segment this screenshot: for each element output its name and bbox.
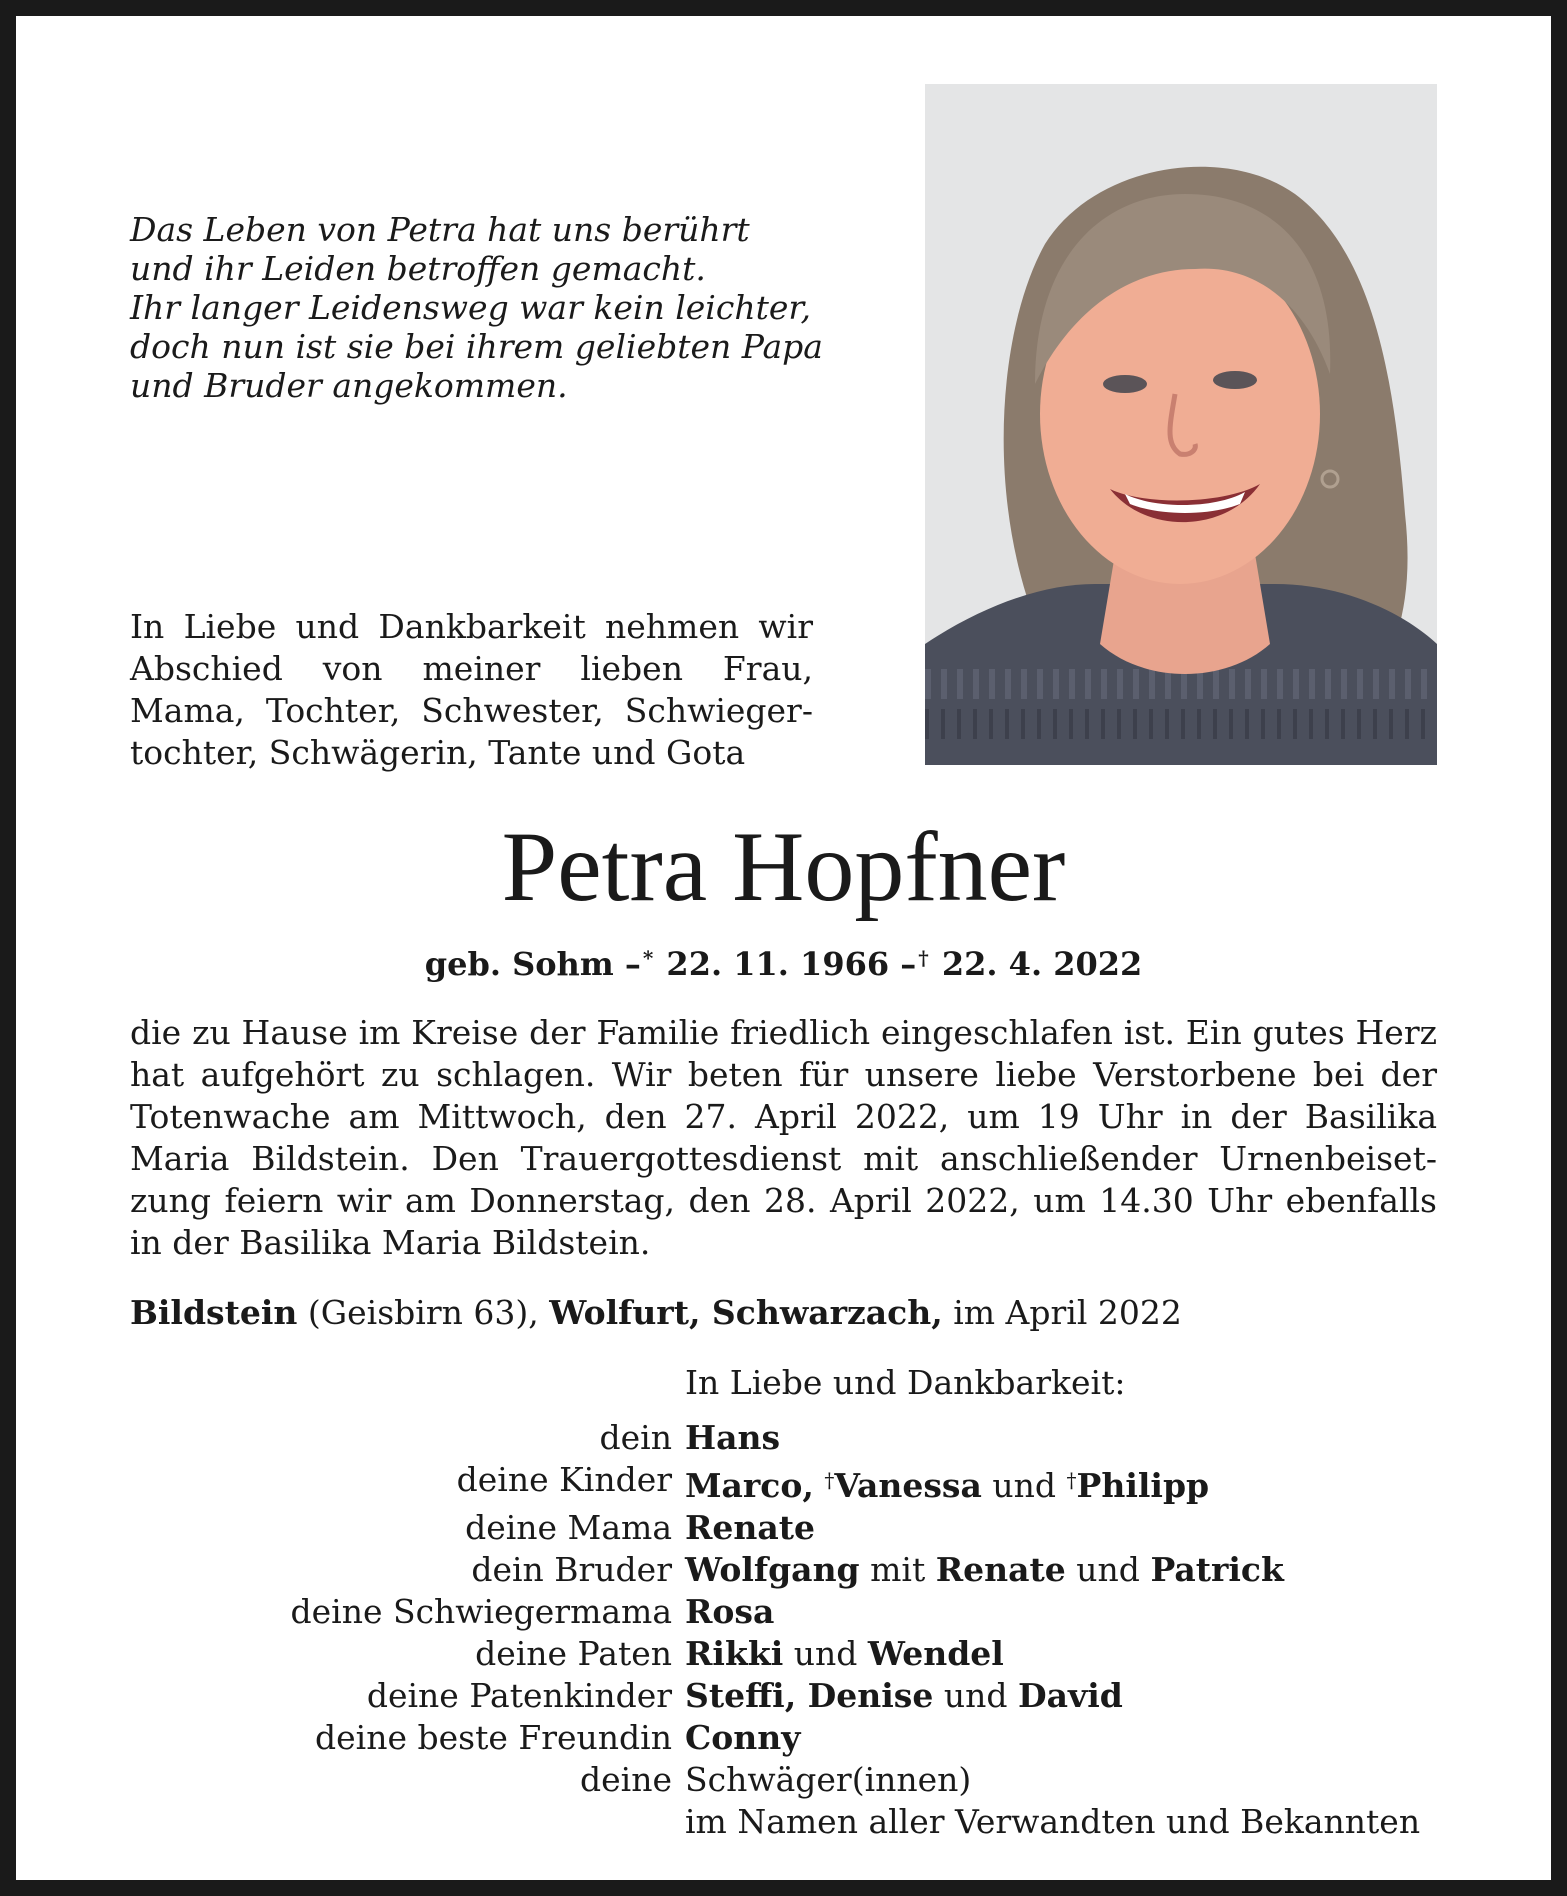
relation: dein: [599, 1418, 672, 1457]
mourner: Rosa: [685, 1592, 775, 1631]
mourner: Schwäger(innen): [685, 1760, 972, 1799]
connector: und: [793, 1634, 858, 1673]
signature-row: [130, 1417, 1450, 1459]
mourner: David: [1018, 1676, 1123, 1715]
life-dates: [0, 938, 1567, 984]
relation: deine Schwiegermama: [290, 1592, 672, 1631]
relation: [130, 1801, 685, 1843]
relation: deine Patenkinder: [366, 1676, 672, 1715]
birth-symbol: *: [642, 946, 654, 970]
mourner: Philipp: [1076, 1466, 1210, 1505]
connector: und: [1076, 1550, 1140, 1589]
relation: deine beste Freundin: [315, 1718, 672, 1757]
place-others: Wolfurt, Schwarzach,: [549, 1293, 943, 1332]
place-address: (Geisbirn 63),: [307, 1293, 539, 1332]
mourner: Patrick: [1150, 1550, 1284, 1589]
relation: deine Mama: [465, 1508, 672, 1547]
signature-row: [130, 1633, 1450, 1675]
signature-row: [130, 1759, 1450, 1801]
mourner: Marco,: [685, 1466, 814, 1505]
signature-row: [130, 1591, 1450, 1633]
mourner: Wolfgang: [685, 1550, 860, 1589]
birth-name: geb. Sohm: [424, 945, 614, 983]
place-town: Bildstein: [130, 1293, 298, 1332]
deceased-mark: †: [824, 1468, 835, 1492]
quote-line: und ihr Leiden betroffen gemacht.: [130, 249, 706, 288]
mourner: Hans: [685, 1418, 781, 1457]
place-date: im April 2022: [953, 1293, 1182, 1332]
signature-row: [130, 1675, 1450, 1717]
signature-row: [130, 1459, 1450, 1507]
signature-row: [130, 1507, 1450, 1549]
mourner: Renate: [685, 1508, 816, 1547]
closing-line: im Namen aller Verwandten und Bekannten: [685, 1802, 1421, 1841]
mourner: Conny: [685, 1718, 801, 1757]
signature-row: [130, 1717, 1450, 1759]
mourner: Rikki: [685, 1634, 784, 1673]
relation: deine Paten: [475, 1634, 672, 1673]
quote-line: Ihr langer Leidensweg war kein leichter,: [130, 288, 811, 327]
connector: und: [943, 1676, 1008, 1715]
relation: dein Bruder: [471, 1550, 672, 1589]
signature-row: [130, 1801, 1450, 1843]
death-symbol: †: [918, 946, 929, 970]
death-date: 22. 4. 2022: [941, 945, 1143, 983]
connector: mit: [870, 1550, 926, 1589]
memorial-quote: [130, 210, 830, 405]
dash: –: [900, 945, 917, 983]
deceased-mark: †: [1066, 1468, 1077, 1492]
relation: deine Kinder: [456, 1460, 672, 1499]
mourner: Wendel: [867, 1634, 1004, 1673]
deceased-name: Petra Hopfner: [501, 811, 1066, 922]
quote-line: Das Leben von Petra hat uns berührt: [130, 210, 750, 249]
signature-row: [130, 1549, 1450, 1591]
signatures: [130, 1417, 1450, 1843]
connector: und: [992, 1466, 1057, 1505]
quote-line: doch nun ist sie bei ihrem geliebten Papa: [130, 327, 823, 366]
birth-date: 22. 11. 1966: [666, 945, 890, 983]
place-line: [130, 1292, 1437, 1334]
relation: deine: [580, 1760, 672, 1799]
thanks-heading: In Liebe und Dankbarkeit:: [685, 1363, 1126, 1402]
dash: –: [624, 945, 641, 983]
funeral-details: die zu Hause im Kreise der Familie friedlich eingeschlafen ist. Ein gutes Herz hat aufgehört zu schlagen. Wir beten für unsere liebe Verstorbene bei der Totenwache am Mittwoch, den 27. April 2022, um 19 Uhr in der Basilika Maria Bildstein. Den Trauergottesdienst mit anschließender Urnenbeisetzung feiern wir am Donnerstag, den 28. April 2022, um 14.30 Uhr ebenfalls in der Basilika Maria Bildstein.: [130, 1013, 1437, 1262]
mourner: Renate: [935, 1550, 1066, 1589]
portrait-photo: [925, 84, 1437, 765]
mourner: Steffi, Denise: [685, 1676, 934, 1715]
mourner: Vanessa: [834, 1466, 982, 1505]
quote-line: und Bruder angekommen.: [130, 366, 568, 405]
intro-paragraph: In Liebe und Dankbarkeit nehmen wir Abschied von meiner lieben Frau, Mama, Tochter, Schwester, Schwiegertochter, Schwägerin, Tante und Gota: [130, 607, 813, 772]
